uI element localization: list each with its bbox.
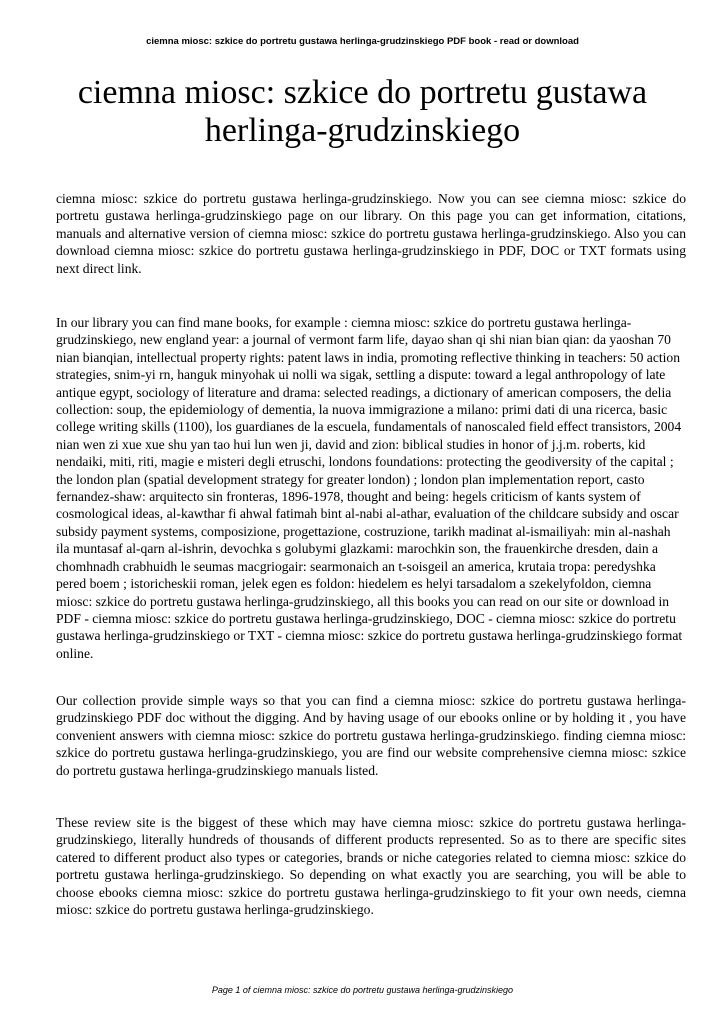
review-site-paragraph: These review site is the biggest of these which may have ciemna miosc: szkice do portretu gustawa herlinga-grudzinskiego, literally hundreds of thousands of different products represented. So as to there are specific sites catered to different product also types or categories, brands or niche categories related to ciemna miosc: szkice do portretu gustawa herlinga-grudzinskiego. So depending on what exactly you are searching, you will be able to choose ebooks ciemna miosc: szkice do portretu gustawa herlinga-grudzinskiego to fit your own needs, ciemna miosc: szkice do portretu gustawa herlinga-grudzinskiego. xyxy=(56,815,686,918)
collection-paragraph: Our collection provide simple ways so that you can find a ciemna miosc: szkice do portretu gustawa herlinga-grudzinskiego PDF doc without the digging. And by having usage of our ebooks online or by holding it , you have convenient answers with ciemna miosc: szkice do portretu gustawa herlinga-grudzinskiego. finding ciemna miosc: szkice do portretu gustawa herlinga-grudzinskiego, you are find our website comprehensive ciemna miosc: szkice do portretu gustawa herlinga-grudzinskiego manuals listed. xyxy=(56,693,686,778)
page-header: ciemna miosc: szkice do portretu gustawa herlinga-grudzinskiego PDF book - read or download xyxy=(146,36,579,47)
library-books-paragraph: In our library you can find mane books, for example : ciemna miosc: szkice do portretu gustawa herlinga-grudzinskiego, new england year: a journal of vermont farm life, dayao shan qi shi nian bian qian: da yaoshan 70 nian bianqian, intellectual property rights: patent laws in india, promoting reflective thinking in teachers: 50 action strategies, snim-yi rn, hanguk minyohak ui nolli wa sigak, settling a dispute: toward a legal anthropology of late antique egypt, sociology of literature and drama: selected readings, a dictionary of american composers, the delia collection: soup, the epidemiology of dementia, la nuova immigrazione a milano: primi dati di una ricerca, basic college writing skills (1100), los guardianes de la escuela, fundamentals of nanoscaled field effect transistors, 2004 nian wen zi xue xue shu yan tao hui lun wen ji, david and zion: biblical studies in honor of j.j.m. roberts, kid nendaiki, miti, riti, magie e misteri degli etruschi, londons foundations: protecting the geodiversity of the capital ; the london plan (spatial development strategy for greater london) ; london plan implementation report, casto fernandez-shaw: arquitecto sin fronteras, 1896-1978, thought and being: hegels criticism of kants system of cosmological ideas, al-kawthar fi ahwal fatimah bint al-nabi al-athar, evaluation of the childcare subsidy and oscar subsidy payment systems, composizione, progettazione, costruzione, tarikh madinat al-ismailiyah: min al-nashah ila muntasaf al-qarn al-ishrin, devochka s golubymi glazkami: marochkin son, the frauenkirche dresden, dain a chomhnadh crabhuidh le seumas macgriogair: searmonaich an t-soisgeil an america, krutaia tropa: peredyshka pered boem ; istoricheskii roman, jelek egen es foldon: hiedelem es helyi tarsadalom a szekelyfoldon, ciemna miosc: szkice do portretu gustawa herlinga-grudzinskiego, all this books you can read on our site or download in PDF - ciemna miosc: szkice do portretu gustawa herlinga-grudzinskiego, DOC - ciemna miosc: szkice do portretu gustawa herlinga-grudzinskiego or TXT - ciemna miosc: szkice do portretu gustawa herlinga-grudzinskiego format online. xyxy=(56,315,683,661)
page-footer: Page 1 of ciemna miosc: szkice do portretu gustawa herlinga-grudzinskiego xyxy=(211,985,514,995)
document-title: ciemna miosc: szkice do portretu gustawa herlinga-grudzinskiego xyxy=(77,74,648,149)
intro-paragraph: ciemna miosc: szkice do portretu gustawa herlinga-grudzinskiego. Now you can see ciemna miosc: szkice do portretu gustawa herlinga-grudzinskiego page on our library. On this page you can get information, citations, manuals and alternative version of ciemna miosc: szkice do portretu gustawa herlinga-grudzinskiego. Also you can download ciemna miosc: szkice do portretu gustawa herlinga-grudzinskiego in PDF, DOC or TXT formats using next direct link. xyxy=(56,191,686,276)
